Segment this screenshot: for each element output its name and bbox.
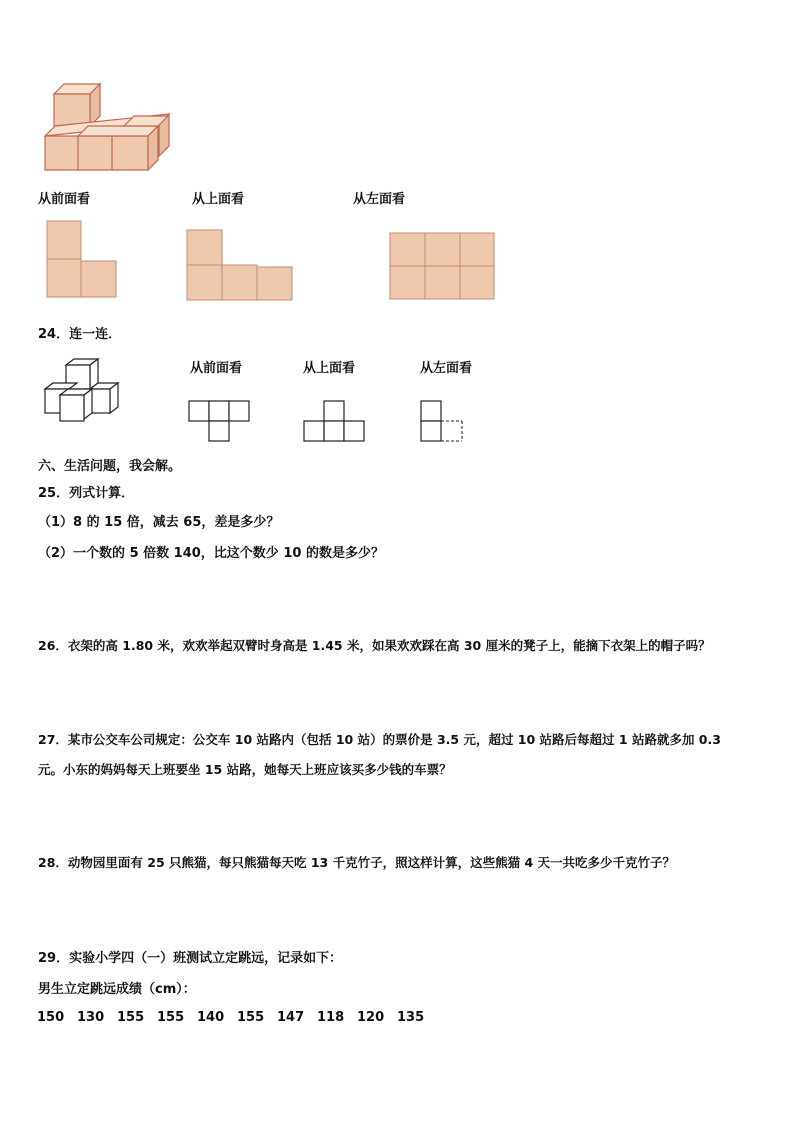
q24-title: 24．连一连． bbox=[38, 327, 122, 342]
section6-heading: 六、生活问题，我会解。 bbox=[38, 459, 182, 474]
q24-cube-figure bbox=[40, 355, 140, 427]
score-value: 118 bbox=[317, 1010, 345, 1025]
q23-front-view bbox=[46, 220, 118, 300]
q23-top-label: 从上面看 bbox=[192, 192, 245, 207]
score-value: 155 bbox=[237, 1010, 265, 1025]
q27-line1: 27．某市公交车公司规定：公交车 10 站路内（包括 10 站）的票价是 3.5 元，超过 10 站路后每超过 1 站路就多加 0.3 bbox=[38, 732, 721, 747]
q23-top-view bbox=[186, 229, 294, 303]
q25-title: 25．列式计算． bbox=[38, 486, 135, 501]
q29-subtitle: 男生立定跳远成绩（cm）： bbox=[38, 982, 196, 997]
score-value: 155 bbox=[117, 1010, 145, 1025]
cube-stack-figure bbox=[40, 80, 175, 175]
q24-shape-inverted-t bbox=[303, 400, 367, 444]
q24-shape-t bbox=[188, 400, 252, 444]
q26-text: 26．衣架的高 1.80 米，欢欢举起双臂时身高是 1.45 米，如果欢欢踩在高 30 厘米的凳子上，能摘下衣架上的帽子吗？ bbox=[38, 638, 711, 653]
score-value: 147 bbox=[277, 1010, 305, 1025]
score-value: 130 bbox=[77, 1010, 105, 1025]
score-value: 155 bbox=[157, 1010, 185, 1025]
q24-shape-column bbox=[420, 400, 466, 444]
q23-left-label: 从左面看 bbox=[353, 192, 406, 207]
q27-line2: 元。小东的妈妈每天上班要坐 15 站路，她每天上班应该买多少钱的车票？ bbox=[38, 762, 452, 777]
q24-top-label: 从上面看 bbox=[303, 361, 356, 376]
q29-score-list bbox=[37, 1010, 437, 1025]
q23-left-view bbox=[389, 232, 496, 302]
q23-front-label: 从前面看 bbox=[38, 192, 91, 207]
score-value: 140 bbox=[197, 1010, 225, 1025]
score-value: 135 bbox=[397, 1010, 425, 1025]
q29-title: 29．实验小学四（一）班测试立定跳远，记录如下： bbox=[38, 951, 343, 966]
score-value: 150 bbox=[37, 1010, 65, 1025]
q25-sub1: （1）8 的 15 倍，减去 65，差是多少？ bbox=[38, 515, 280, 530]
q28-text: 28．动物园里面有 25 只熊猫，每只熊猫每天吃 13 千克竹子，照这样计算，这些熊猫 4 天一共吃多少千克竹子？ bbox=[38, 855, 675, 870]
q24-left-label: 从左面看 bbox=[420, 361, 473, 376]
q25-sub2: （2）一个数的 5 倍数 140，比这个数少 10 的数是多少？ bbox=[38, 546, 384, 561]
score-value: 120 bbox=[357, 1010, 385, 1025]
q24-front-label: 从前面看 bbox=[190, 361, 243, 376]
